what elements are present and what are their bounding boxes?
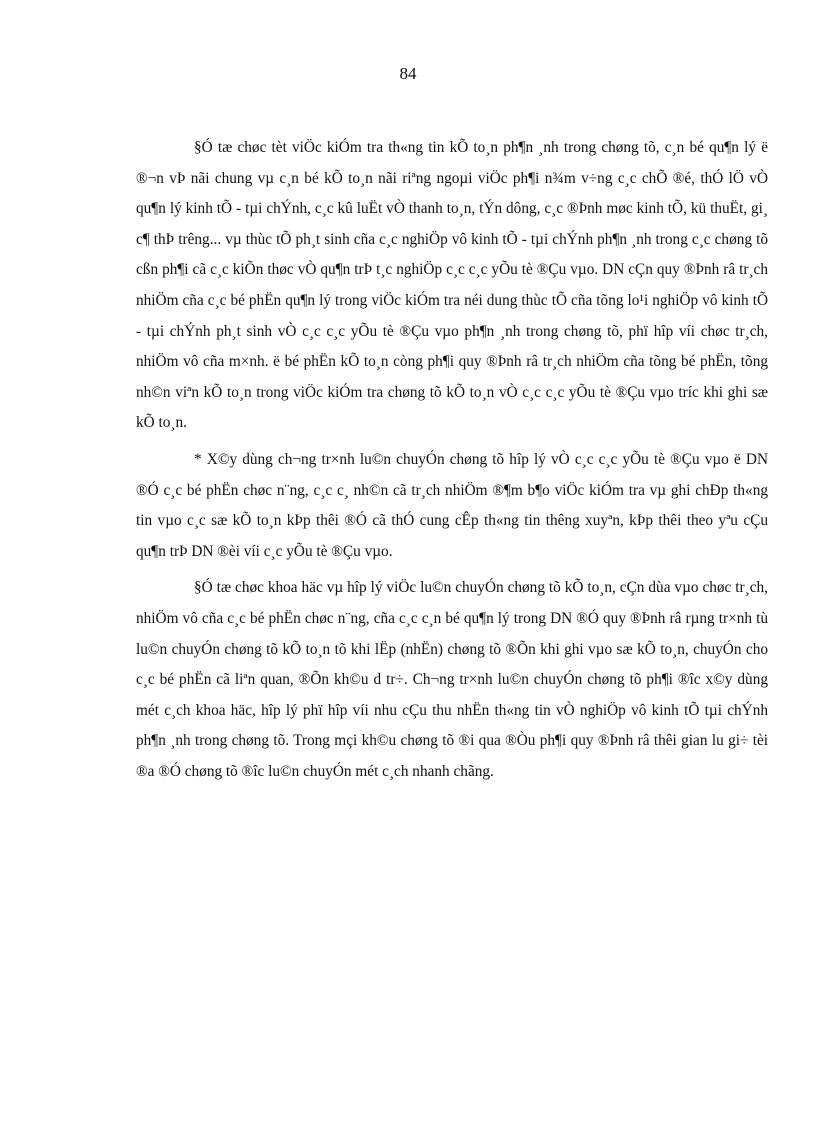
paragraph-2: * X©y dùng ch¬ng tr×nh lu©n chuyÓn chøng tõ hîp lý vÒ c¸c c¸c yÕu tè ®Çu vµo ë DN ®Ó c¸c bé phËn chøc n¨ng, c¸c c¸ nh©n cã tr¸ch nhiÖm ®¶m b¶o viÖc kiÓm tra vµ ghi chÐp th«ng tin vµo c¸c sæ kÕ to¸n kÞp thêi ®Ó cã thÓ cung cÊp th«ng tin thêng xuyªn, kÞp thêi theo yªu cÇu qu¶n trÞ DN ®èi víi c¸c yÕu tè ®Çu vµo. bbox=[136, 450, 768, 560]
paragraph-1: §Ó tæ chøc tèt viÖc kiÓm tra th«ng tin kÕ to¸n ph¶n ¸nh trong chøng tõ, c¸n bé qu¶n lý ë ®¬n vÞ nãi chung vµ c¸n bé kÕ to¸n nãi riªng ngoµi viÖc ph¶i n¾m v÷ng c¸c chÕ ®é, thÓ lÖ vÒ qu¶n lý kinh tÕ - tµi chÝnh, c¸c kû luËt vÒ thanh to¸n, tÝn dông, c¸c ®Þnh møc kinh tÕ, kü thuËt, gi¸ c¶ thÞ trêng... vµ thùc tÕ ph¸t sinh cña c¸c nghiÖp vô kinh tÕ - tµi chÝnh ph¶n ¸nh trong c¸c chøng tõ cßn ph¶i cã c¸c kiÕn thøc vÒ qu¶n trÞ t¸c nghiÖp c¸c c¸c yÕu tè ®Çu vµo. DN cÇn quy ®Þnh râ tr¸ch nhiÖm cña c¸c bé phËn qu¶n lý trong viÖc kiÓm tra néi dung thùc tÕ cña tõng lo¹i nghiÖp vô kinh tÕ - tµi chÝnh ph¸t sinh vÒ c¸c c¸c yÕu tè ®Çu vµo ph¶n ¸nh trong chøng tõ, phï hîp víi chøc tr¸ch, nhiÖm vô cña m×nh. ë bé phËn kÕ to¸n còng ph¶i quy ®Þnh râ tr¸ch nhiÖm cña tõng bé phËn, tõng nh©n viªn kÕ to¸n trong viÖc kiÓm tra chøng tõ kÕ to¸n vÒ c¸c c¸c yÕu tè ®Çu vµo tríc khi ghi sæ kÕ to¸n. bbox=[136, 139, 768, 432]
page-number: 84 bbox=[399, 64, 417, 83]
paragraph-3: §Ó tæ chøc khoa häc vµ hîp lý viÖc lu©n chuyÓn chøng tõ kÕ to¸n, cÇn dùa vµo chøc tr¸ch, nhiÖm vô cña c¸c bé phËn chøc n¨ng, cña c¸c c¸n bé qu¶n lý trong DN ®Ó quy ®Þnh râ rµng tr×nh tù lu©n chuyÓn chøng tõ kÕ to¸n tõ khi lËp (nhËn) chøng tõ ®Õn khi ghi vµo sæ kÕ to¸n, chuyÓn cho c¸c bé phËn cã liªn quan, ®Õn kh©u d tr÷. Ch¬ng tr×nh lu©n chuyÓn chøng tõ ph¶i ®îc x©y dùng mét c¸ch khoa häc, hîp lý phï hîp víi nhu cÇu thu nhËn th«ng tin vÒ nghiÖp vô kinh tÕ tµi chÝnh ph¶n ¸nh trong chøng tõ. Trong mçi kh©u chøng tõ ®i qua ®Òu ph¶i quy ®Þnh râ thêi gian lu gi÷ tèi ®a ®Ó chøng tõ ®îc lu©n chuyÓn mét c¸ch nhanh chãng. bbox=[136, 579, 768, 780]
body-text bbox=[136, 133, 768, 787]
